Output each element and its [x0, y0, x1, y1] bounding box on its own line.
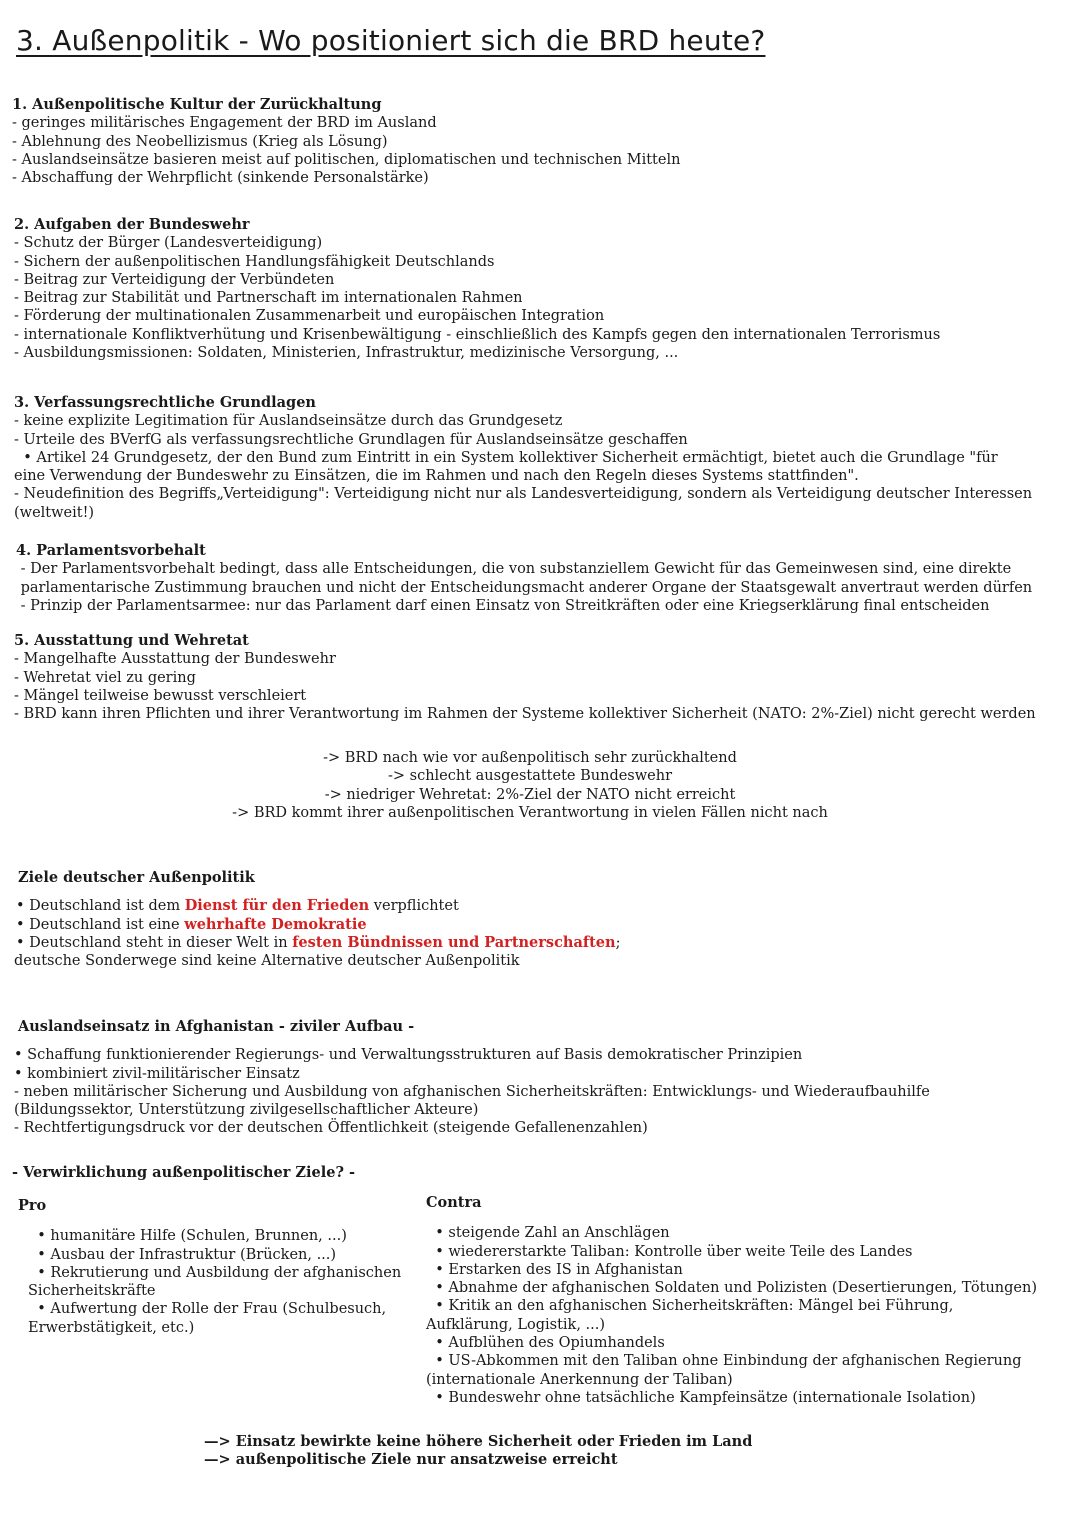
- list-item: - Der Parlamentsvorbehalt bedingt, dass alle Entscheidungen, die von substanziellem Gewicht für das Gemeinwesen sind, eine direkte: [16, 561, 1012, 578]
- list-item: (weltweit!): [14, 504, 95, 521]
- list-item: [16, 916, 620, 934]
- text-fragment: ;: [615, 934, 621, 951]
- list-item: - neben militärischer Sicherung und Ausbildung von afghanischen Sicherheitskräften: Entwicklungs- und Wiederaufbauhilfe: [14, 1083, 930, 1100]
- section-ausstattung-und-wehretat: [14, 632, 1036, 723]
- list-item: • wiedererstarkte Taliban: Kontrolle über weite Teile des Landes: [426, 1243, 913, 1260]
- list-item: - geringes militärisches Engagement der BRD im Ausland: [12, 115, 437, 132]
- list-item: • humanitäre Hilfe (Schulen, Brunnen, ...): [28, 1228, 347, 1245]
- list-item: - Wehretat viel zu gering: [14, 669, 196, 686]
- list-item: Aufklärung, Logistik, ...): [426, 1316, 606, 1333]
- list-item: • Rekrutierung und Ausbildung der afghanischen: [28, 1264, 402, 1281]
- highlight-text: Dienst für den Frieden: [184, 897, 370, 915]
- conclusion-line: -> schlecht ausgestattete Bundeswehr: [387, 768, 673, 785]
- section-heading: - Verwirklichung außenpolitischer Ziele? -: [12, 1164, 356, 1181]
- section-heading: Ziele deutscher Außenpolitik: [18, 869, 255, 886]
- conclusion-line: —> außenpolitische Ziele nur ansatzweise erreicht: [204, 1451, 618, 1469]
- list-item: (internationale Anerkennung der Taliban): [426, 1371, 733, 1388]
- pro-column: [18, 1197, 418, 1337]
- final-conclusion: [204, 1433, 752, 1470]
- list-item: • steigende Zahl an Anschlägen: [426, 1225, 670, 1242]
- list-item: • Aufwertung der Rolle der Frau (Schulbesuch,: [28, 1301, 387, 1318]
- contra-column: [426, 1194, 1076, 1407]
- list-item: - Prinzip der Parlamentsarmee: nur das Parlament darf einen Einsatz von Streitkräften oder eine Kriegserklärung final entscheiden: [16, 597, 990, 614]
- list-item: parlamentarische Zustimmung brauchen und nicht der Entscheidungsmacht anderer Organe der Staatsgewalt anvertraut werden dürfen: [16, 579, 1033, 596]
- list-item: - internationale Konfliktverhütung und Krisenbewältigung - einschließlich des Kampfs gegen den internationalen Terrorismus: [14, 326, 941, 343]
- highlight-text: wehrhafte Demokratie: [184, 915, 367, 933]
- conclusion-line: -> BRD kommt ihrer außenpolitischen Verantwortung in vielen Fällen nicht nach: [232, 804, 828, 821]
- list-item: - Ausbildungsmissionen: Soldaten, Ministerien, Infrastruktur, medizinische Versorgung, ...: [14, 345, 679, 362]
- list-item: - Mängel teilweise bewusst verschleiert: [14, 687, 307, 704]
- list-item: - Neudefinition des Begriffs„Verteidigung": Verteidigung nicht nur als Landesverteidigung, sondern als Verteidigung deutscher Interessen: [14, 486, 1033, 503]
- list-item: • US-Abkommen mit den Taliban ohne Einbindung der afghanischen Regierung: [426, 1353, 1022, 1370]
- section-heading: 4. Parlamentsvorbehalt: [16, 542, 206, 559]
- text-fragment: • Deutschland ist eine: [16, 916, 185, 933]
- list-item: • Bundeswehr ohne tatsächliche Kampfeinsätze (internationale Isolation): [426, 1389, 976, 1406]
- list-item: - BRD kann ihren Pflichten und ihrer Verantwortung im Rahmen der Systeme kollektiver Sicherheit (NATO: 2%-Ziel) nicht gerecht werden: [14, 706, 1036, 723]
- list-item: - Abschaffung der Wehrpflicht (sinkende Personalstärke): [12, 170, 429, 187]
- list-item: deutsche Sonderwege sind keine Alternative deutscher Außenpolitik: [14, 953, 520, 970]
- section-kultur-der-zurueckhaltung: [12, 96, 680, 187]
- section-heading: 3. Verfassungsrechtliche Grundlagen: [14, 394, 316, 411]
- list-item: • Ausbau der Infrastruktur (Brücken, ...): [28, 1246, 337, 1263]
- section-heading: 2. Aufgaben der Bundeswehr: [14, 216, 250, 233]
- section-heading: 5. Ausstattung und Wehretat: [14, 632, 249, 649]
- list-item: [16, 897, 620, 915]
- pro-label: Pro: [18, 1197, 47, 1214]
- list-item: Sicherheitskräfte: [28, 1283, 156, 1300]
- highlight-text: festen Bündnissen und Partnerschaften: [292, 933, 616, 951]
- section-parlamentsvorbehalt: [16, 542, 1032, 615]
- conclusion-block: [0, 749, 1060, 822]
- list-item: - keine explizite Legitimation für Auslandseinsätze durch das Grundgesetz: [14, 413, 563, 430]
- list-item: • kombiniert zivil-militärischer Einsatz: [14, 1065, 300, 1082]
- section-verfassungsrechtliche-grundlagen: [14, 394, 1032, 522]
- conclusion-line: -> niedriger Wehretat: 2%-Ziel der NATO nicht erreicht: [324, 786, 736, 803]
- section-aufgaben-der-bundeswehr: [14, 216, 940, 362]
- list-item: eine Verwendung der Bundeswehr zu Einsätzen, die im Rahmen und nach den Regeln dieses Systems stattfinden".: [14, 468, 859, 485]
- text-fragment: • Deutschland ist dem: [16, 898, 185, 915]
- section-verwirklichung: [12, 1164, 355, 1182]
- list-item: (Bildungssektor, Unterstützung zivilgesellschaftlicher Akteure): [14, 1102, 479, 1119]
- list-item: - Urteile des BVerfG als verfassungsrechtliche Grundlagen für Auslandseinsätze geschaffen: [14, 431, 688, 448]
- list-item: • Artikel 24 Grundgesetz, der den Bund zum Eintritt in ein System kollektiver Sicherheit ermächtigt, bietet auch die Grundlage "für: [14, 449, 998, 466]
- list-item: • Kritik an den afghanischen Sicherheitskräften: Mängel bei Führung,: [426, 1298, 954, 1315]
- list-item: - Schutz der Bürger (Landesverteidigung): [14, 235, 323, 252]
- page-title: 3. Außenpolitik - Wo positioniert sich die BRD heute?: [16, 24, 766, 57]
- contra-label: Contra: [426, 1194, 482, 1211]
- list-item: Erwerbstätigkeit, etc.): [28, 1319, 195, 1336]
- list-item: • Schaffung funktionierender Regierungs- und Verwaltungsstrukturen auf Basis demokratischer Prinzipien: [14, 1047, 803, 1064]
- conclusion-line: -> BRD nach wie vor außenpolitisch sehr zurückhaltend: [323, 750, 737, 766]
- section-ziele-deutscher-aussenpolitik: [14, 869, 620, 970]
- section-heading: 1. Außenpolitische Kultur der Zurückhaltung: [12, 96, 382, 113]
- list-item: • Abnahme der afghanischen Soldaten und Polizisten (Desertierungen, Tötungen): [426, 1280, 1037, 1297]
- list-item: - Beitrag zur Verteidigung der Verbündeten: [14, 271, 335, 288]
- list-item: - Förderung der multinationalen Zusammenarbeit und europäischen Integration: [14, 308, 605, 325]
- list-item: • Aufblühen des Opiumhandels: [426, 1335, 665, 1352]
- list-item: - Sichern der außenpolitischen Handlungsfähigkeit Deutschlands: [14, 253, 495, 270]
- list-item: - Ablehnung des Neobellizismus (Krieg als Lösung): [12, 133, 388, 150]
- text-fragment: • Deutschland steht in dieser Welt in: [16, 934, 293, 951]
- list-item: - Mangelhafte Ausstattung der Bundeswehr: [14, 651, 336, 668]
- section-heading: Auslandseinsatz in Afghanistan - ziviler Aufbau -: [18, 1018, 415, 1035]
- list-item: - Beitrag zur Stabilität und Partnerschaft im internationalen Rahmen: [14, 290, 523, 307]
- list-item: [16, 934, 620, 952]
- section-afghanistan: [14, 1018, 930, 1138]
- list-item: - Auslandseinsätze basieren meist auf politischen, diplomatischen und technischen Mitteln: [12, 151, 681, 168]
- text-fragment: verpflichtet: [369, 898, 459, 915]
- list-item: • Erstarken des IS in Afghanistan: [426, 1261, 683, 1278]
- list-item: - Rechtfertigungsdruck vor der deutschen Öffentlichkeit (steigende Gefallenenzahlen): [14, 1120, 648, 1137]
- conclusion-line: —> Einsatz bewirkte keine höhere Sicherheit oder Frieden im Land: [204, 1433, 753, 1450]
